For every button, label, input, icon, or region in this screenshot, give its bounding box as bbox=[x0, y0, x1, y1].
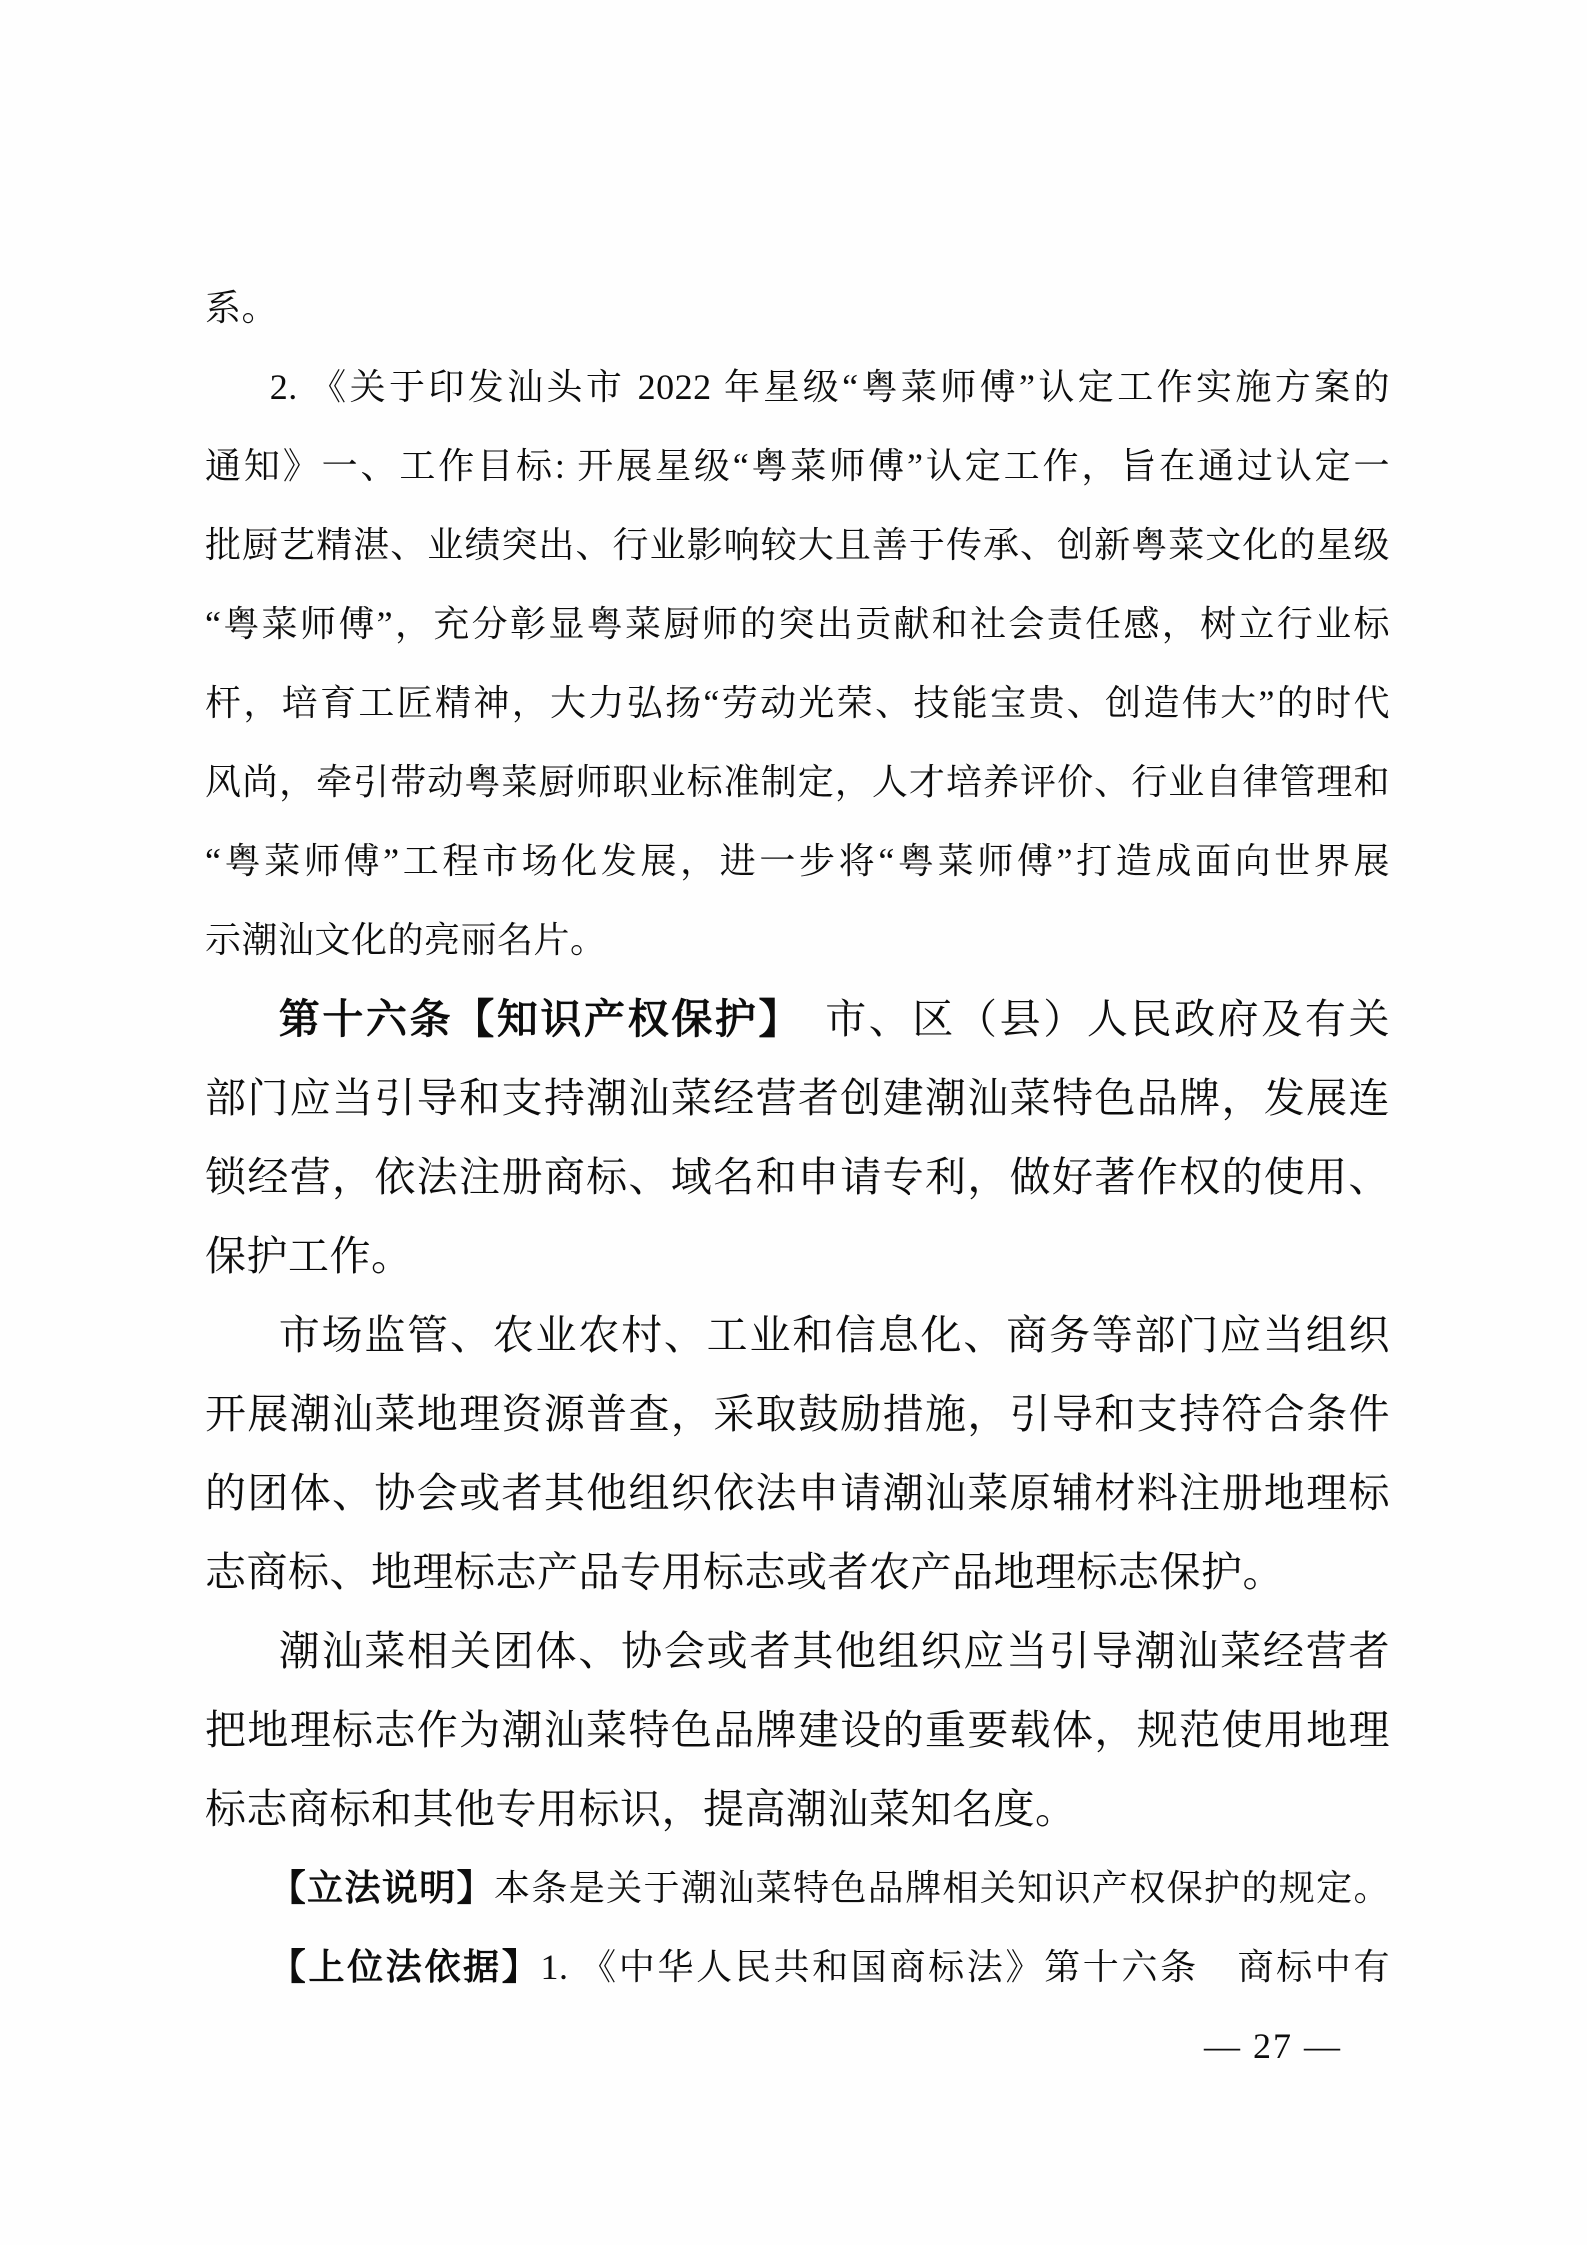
text-line: 的团体、协会或者其他组织依法申请潮汕菜原辅材料注册地理标 bbox=[205, 1470, 1390, 1516]
text-line: 市场监管、农业农村、工业和信息化、商务等部门应当组织 bbox=[278, 1312, 1390, 1358]
text-line: 通知》一、工作目标: 开展星级“粤菜师傅”认定工作，旨在通过认定一 bbox=[205, 446, 1390, 486]
text-line: 锁经营，依法注册商标、域名和申请专利，做好著作权的使用、 bbox=[205, 1154, 1390, 1200]
text-line: 标志商标和其他专用标识，提高潮汕菜知名度。 bbox=[205, 1786, 1077, 1832]
legislative-note-text: 本条是关于潮汕菜特色品牌相关知识产权保护的规定。 bbox=[494, 1868, 1390, 1908]
article-heading-line bbox=[205, 980, 1390, 1059]
text-line: 开展潮汕菜地理资源普查，采取鼓励措施，引导和支持符合条件 bbox=[205, 1391, 1390, 1437]
text-line: 把地理标志作为潮汕菜特色品牌建设的重要载体，规范使用地理 bbox=[205, 1707, 1390, 1753]
legislative-note-line bbox=[205, 1849, 1390, 1928]
text-line: 潮汕菜相关团体、协会或者其他组织应当引导潮汕菜经营者 bbox=[278, 1628, 1390, 1674]
legislative-note-label: 【立法说明】 bbox=[269, 1868, 495, 1908]
text-line: 部门应当引导和支持潮汕菜经营者创建潮汕菜特色品牌，发展连 bbox=[205, 1075, 1390, 1121]
page-number: — 27 — bbox=[1204, 2026, 1342, 2066]
superior-law-line bbox=[205, 1928, 1390, 2007]
article-heading-label: 第十六条【知识产权保护】 bbox=[278, 996, 782, 1042]
article-heading-text: 市、区（县）人民政府及有关 bbox=[781, 996, 1390, 1042]
text-line: 风尚，牵引带动粤菜厨师职业标准制定，人才培养评价、行业自律管理和 bbox=[205, 762, 1390, 802]
text-line: 示潮汕文化的亮丽名片。 bbox=[205, 920, 607, 960]
text-line: 系。 bbox=[205, 288, 279, 328]
text-line: 2. 《关于印发汕头市 2022 年星级“粤菜师傅”认定工作实施方案的 bbox=[269, 367, 1390, 407]
text-line: “粤菜师傅”，充分彰显粤菜厨师的突出贡献和社会责任感，树立行业标 bbox=[205, 604, 1390, 644]
text-line: 志商标、地理标志产品专用标志或者农产品地理标志保护。 bbox=[205, 1549, 1284, 1595]
text-line: 杆，培育工匠精神，大力弘扬“劳动光荣、技能宝贵、创造伟大”的时代 bbox=[205, 683, 1390, 723]
text-line: 批厨艺精湛、业绩突出、行业影响较大且善于传承、创新粤菜文化的星级 bbox=[205, 525, 1390, 565]
superior-law-text: 1. 《中华人民共和国商标法》第十六条 商标中有 bbox=[540, 1947, 1390, 1987]
document-content bbox=[205, 269, 1390, 2086]
text-line: 保护工作。 bbox=[205, 1233, 413, 1279]
text-line: “粤菜师傅”工程市场化发展，进一步将“粤菜师傅”打造成面向世界展 bbox=[205, 841, 1390, 881]
superior-law-label: 【上位法依据】 bbox=[269, 1947, 541, 1987]
